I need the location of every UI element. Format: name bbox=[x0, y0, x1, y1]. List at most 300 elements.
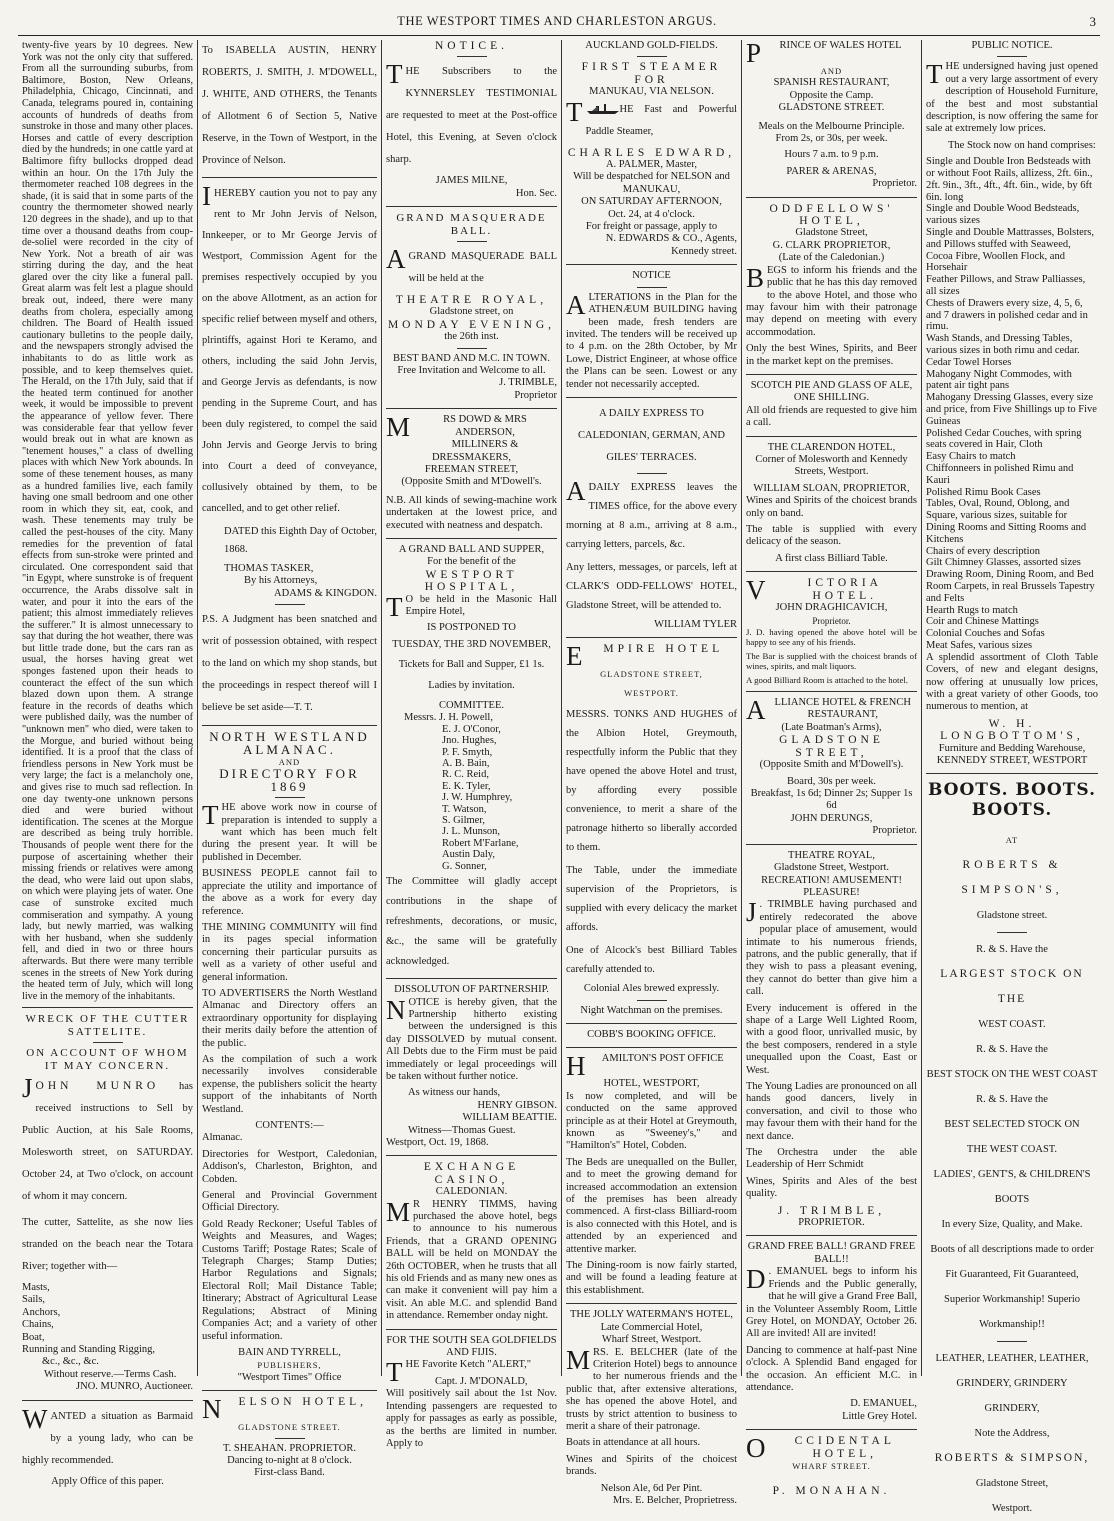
theatre-name: J. TRIMBLE, bbox=[777, 1204, 886, 1217]
list-item: R. C. Reid, bbox=[442, 769, 489, 781]
express-name: WILLIAM TYLER bbox=[654, 618, 737, 630]
scotch-title: SCOTCH PIE AND GLASS OF ALE, ONE SHILLING. bbox=[750, 379, 913, 404]
theatre-p2: Every inducement is offered in the shape of a Large Well Lighted Room, with a good floor, unrivalled music, by the best composers, rendered in a style unequalled upon the Coast, East or West. bbox=[746, 1002, 917, 1076]
caution-text: HEREBY caution you not to pay any rent to Mr John Jervis of Nelson, Innkeeper, or to Mr George Jervis of Westport, Commission Agent for the premises respectively occupied by you on the above Allotment, as an action for specific relief between myself and others, plrintiffs, against Hori te Keramo, and others, including the said John Jervis, and George Jervis as defendants, is now pending in the Supreme Court, and has been duly registered, to compel the said John Jervis and George Jervis to bring into Court a deed of conveyance, collusively obtained by them, to be cancelled, and to get other relief. bbox=[202, 188, 377, 514]
jolly-p3: Wines and Spirits of the choicest brands. bbox=[566, 1453, 737, 1478]
column-5 bbox=[742, 38, 922, 1497]
drop-cap: A bbox=[746, 695, 766, 726]
freeball-title: GRAND FREE BALL! GRAND FREE BALL!! bbox=[747, 1241, 916, 1265]
boots-line: BEST SELECTED STOCK ON bbox=[944, 1119, 1080, 1131]
barmaid-apply: Apply Office of this paper. bbox=[51, 1475, 164, 1487]
hamilton-p3: The Dining-room is now fairly started, and will be found a leading feature at this establishment. bbox=[566, 1260, 737, 1296]
list-item: Sails, bbox=[22, 1294, 46, 1306]
drop-cap: I bbox=[202, 181, 211, 211]
drop-cap: E bbox=[566, 641, 587, 672]
almanac-c4: Gold Ready Reckoner; Useful Tables of Weights and Measures, and Wages; Customs Tariff; Postage Rates; Scale of Telegraph Charges; Stamp Duties; Harbor Regulations and Signals; Electoral Roll; Mail Distance Table; Itinerary; Abstract of Agricultural Lease Regulations; Abstract of Mining Companies Act; and a variety of other useful information. bbox=[202, 1218, 377, 1342]
hamilton-p2: The Beds are unequalled on the Buller, and to meet the growing demand for increased accommodation an extension of the premises has been already commenced. A first-class Billiard-room is also connected with this Hotel, and is attended by an experienced and attentive marker. bbox=[566, 1156, 737, 1255]
jolly-street: Wharf Street, Westport. bbox=[601, 1334, 702, 1346]
empire-p4: Colonial Ales brewed expressly. bbox=[583, 983, 720, 995]
list-item: T. Watson, bbox=[442, 803, 487, 815]
list-item: Feather Pillows, and Straw Palliasses, all sizes bbox=[926, 274, 1086, 298]
auckland-text: HE Fast and Powerful Paddle Steamer, bbox=[585, 103, 737, 137]
express-p2: Any letters, messages, or parcels, left at CLARK'S ODD-FELLOWS' HOTEL, Gladstone Street, will be attended to. bbox=[566, 561, 737, 611]
drop-cap: T bbox=[926, 59, 943, 90]
list-item: Anchors, bbox=[22, 1306, 61, 1318]
wreck-body-2: The cutter, Sattelite, as she now lies stranded on the beach near the Totara River; together with— bbox=[22, 1216, 193, 1272]
kynnersley-notice bbox=[386, 40, 557, 200]
drop-cap: M bbox=[386, 412, 411, 443]
barmaid-ad bbox=[22, 1403, 193, 1488]
header-rule bbox=[18, 35, 1100, 36]
empire-town: WESTPORT. bbox=[624, 687, 679, 698]
nelson-dancing: Dancing to-night at 8 o'clock. bbox=[227, 1454, 352, 1466]
empire-street: GLADSTONE STREET, bbox=[600, 669, 703, 680]
divider bbox=[997, 932, 1027, 933]
boots-at: AT bbox=[1005, 835, 1019, 846]
theatre-text: . TRIMBLE having purchased and entirely redecorated the above popular place of amusement, would intimate to his numerous friends, patrons, and the public generally, that if they wish to pass a pleasant evening, they cannot do better than give him a call. bbox=[746, 899, 917, 998]
public-street: KENNEDY STREET, WESTPORT bbox=[936, 754, 1088, 766]
drop-cap: P bbox=[746, 38, 762, 68]
almanac-publishers-label: PUBLISHERS, bbox=[257, 1360, 322, 1371]
boots-line: BEST STOCK ON THE WEST COAST bbox=[926, 1069, 1098, 1081]
almanac-p2: BUSINESS PEOPLE cannot fail to appreciate the utility and importance of the above as a work for every day reference. bbox=[202, 868, 377, 917]
alliance-meals: Breakfast, 1s 6d; Dinner 2s; Supper 1s 6d bbox=[750, 788, 913, 812]
committee-list bbox=[386, 712, 557, 872]
prince-role: Proprietor. bbox=[872, 178, 917, 190]
list-item: Wash Stands, and Dressing Tables, various sizes in both rimu and cedar. bbox=[926, 333, 1080, 356]
prince-street: GLADSTONE STREET. bbox=[778, 102, 885, 114]
divider bbox=[386, 1155, 557, 1156]
hamilton-p1: Is now completed, and will be conducted on the same approved principle as at their Hotel at Greymouth, known as "Sweeney's," and "Hamilton's" Hotel, Cobden. bbox=[566, 1090, 737, 1152]
almanac-p1: HE above work now in course of preparation is intended to supply a want which has been much felt during the present year. It will be published in December. bbox=[202, 802, 377, 863]
boots-line: Superior Workmanship! Superio bbox=[943, 1294, 1081, 1306]
clarendon-p1: Wines and Spirits of the choicest brands only on band. bbox=[746, 495, 917, 519]
list-item: Coir and Chinese Mattings bbox=[926, 616, 1039, 628]
southsea-text: HE Favorite Ketch "ALERT," bbox=[405, 1359, 532, 1371]
occidental-name: P. MONAHAN. bbox=[772, 1484, 891, 1497]
almanac-c1: Almanac. bbox=[202, 1132, 243, 1144]
boots-street-2: Gladstone Street, bbox=[975, 1478, 1049, 1490]
list-item: &c., &c., &c. bbox=[42, 1356, 99, 1368]
caution-name: THOMAS TASKER, bbox=[224, 563, 314, 574]
auckland-manukau: MANUKAU, bbox=[622, 183, 681, 195]
drop-cap: A bbox=[566, 475, 586, 506]
boots-firm: ROBERTS & SIMPSON'S, bbox=[961, 859, 1063, 897]
oddfellows-clark: G. CLARK PROPRIETOR, bbox=[772, 239, 891, 251]
list-item: Meat Safes, various sizes bbox=[926, 639, 1033, 651]
boots-line: Boots of all descriptions made to order bbox=[930, 1244, 1094, 1256]
theatre-p4: The Orchestra under the able Leadership of Herr Schmidt bbox=[746, 1147, 917, 1171]
boots-line: In every Size, Quality, and Make. bbox=[941, 1219, 1083, 1231]
divider bbox=[997, 1341, 1027, 1342]
boots-line: LADIES', GENT'S, & CHILDREN'S bbox=[933, 1169, 1091, 1181]
jolly-sign: Mrs. E. Belcher, Proprietress. bbox=[612, 1494, 737, 1506]
drop-cap: A bbox=[566, 289, 586, 320]
ball-invite: Free Invitation and Welcome to all. bbox=[397, 365, 546, 377]
drop-cap: V bbox=[746, 575, 770, 606]
hospital-committee: COMMITTEE. bbox=[438, 700, 505, 711]
almanac-p5: As the compilation of such a work necessarily involves considerable expense, the publishers solicit the hearty support of the inhabitants of North Westland. bbox=[202, 1053, 377, 1115]
notice2-text: LTERATIONS in the Plan for the ATHENÆUM BUILDING having been made, fresh tenders are invited. The tenders will be received up to 4 p.m. on the 28th October, by Mr Lowe, District Engineer, at whose office the Plans can be seen. Lowest or any tender not necessarily accepted. bbox=[566, 291, 737, 390]
list-item: Colonial Couches and Sofas bbox=[926, 628, 1045, 640]
list-item: E. K. Tyler, bbox=[442, 780, 491, 792]
auckland-freight: For freight or passage, apply to bbox=[585, 221, 718, 233]
divider bbox=[746, 374, 917, 375]
empire-p5: Night Watchman on the premises. bbox=[580, 1004, 723, 1016]
ball-title: GRAND MASQUERADE BALL. bbox=[396, 212, 547, 237]
drop-cap: T bbox=[566, 96, 583, 127]
theatre-p5: Wines, Spirits and Ales of the best quality. bbox=[746, 1175, 917, 1200]
column-4 bbox=[562, 40, 742, 1506]
dissolution-witness: As witness our hands, bbox=[408, 1087, 501, 1099]
auctioneer-name: OHN MUNRO bbox=[35, 1079, 160, 1092]
auckland-street: Kennedy street. bbox=[671, 245, 737, 257]
drop-cap: W bbox=[22, 1403, 48, 1434]
auckland-master: A. PALMER, Master, bbox=[605, 159, 698, 171]
theatre-royal-ad bbox=[746, 850, 917, 1230]
list-item: Chiffonneers in polished Rimu and Kauri bbox=[926, 462, 1074, 486]
freeball-name: D. EMANUEL, bbox=[850, 1398, 917, 1410]
list-item: E. J. O'Conor, bbox=[442, 723, 501, 735]
divider bbox=[566, 397, 737, 398]
southsea-body: Will positively sail about the 1st Nov. Intending passengers are requested to apply for passages as early as possible, as the berths are limited in number. Apply to bbox=[386, 1388, 557, 1449]
column-6 bbox=[922, 40, 1102, 1515]
boots-title: BOOTS. BOOTS. BOOTS. bbox=[927, 780, 1096, 821]
dowd-sub: MILLINERS & DRESSMAKERS, bbox=[431, 439, 519, 463]
list-item: Austin Daly, bbox=[442, 849, 495, 861]
drop-cap: B bbox=[746, 262, 765, 293]
clarendon-p3: A first class Billiard Table. bbox=[775, 552, 888, 564]
almanac-contents: CONTENTS:— bbox=[255, 1120, 324, 1131]
list-item: J. L. Munson, bbox=[442, 826, 501, 838]
boots-line: GRINDERY, bbox=[984, 1403, 1040, 1415]
occidental-ad bbox=[746, 1435, 917, 1497]
news-story: twenty-five years by 10 degrees. New York was not the only city that suffered. From all the surrounding suburbs, from Baltimore, Boston, New Orleans, Philadelphia, Chicago, Cincinnati, and Canada, telegrams poured in, containing accounts of hundreds of deaths from sunstroke in those and many other places. Horses and cattle of every description died by the hundreds; in one cattle yard at Baltimore fifty bullocks dropped dead within an hour. On the 17th July the thermometer reached 108 degrees in the shade, (it is said that in some parts of the country the thermometer showed nearly 120 degrees in the shade), and up to that time over a thousand deaths from coup-de-soliel were recorded in the city of New York. Not a breath of air was stirring during the day, and the heat glared over the city like a funeral pall. Great alarm was felt lest a plague should break out, indeed, there were many deaths from cholera, especially among children. The Board of Health issued cautionary bulletins to the people daily, and the newspapers strongly advised the inhabitants to do as little work as possible, and to keep themselves quiet. The Herald, on the 17th July, said that if the heated term continued for another week, it would be impossible to prevent the appearance of yellow fever. There was considerable fear that yellow fever would break out in what are known as "tenement houses," a class of dwelling places with which New York abounds. In some of these tenement houses, as many as a hundred families live, each family having one small bedroom and one other room in which they sit, eat, cook, and wash. These tenements may truly be called the pest-houses of the city. Many remedies for the prevention of fatal effects from sun-stroke were printed and circulated. One correspondent said that "in Egypt, where sunstroke is of frequent occurrence, the Arabs dissolve salt in water, and pour it into the ears of the patient; this almost immediately relieves the sufferer." It is almost unnecessary to say that during the hot weather, there was but little trade done, but the cars ran as usual, the horses having great wet sponges fastened upon their heads to counteract the effect of the sun which blazed down upon them. A strange feature in the records of deaths which were published daily, was the number of "unknown men" who died, were taken to the Morgue, and buried without being identified. It is a proof that the class of friendless persons in New York must be very large; the fact is a melancholy one, and gives rise to much sad reflection. In one day twenty-one unknown persons died and were buried without identification. The scenes at the Morgue are described as being truly horrible. Thousands of people went there for the purpose of ascertaining whether their missing friends or relatives were among the dead, who were laid out upon slabs, on which were playing jets of water. One case of sunstroke excited much commiseration and sympathy. A young lady, but newly married, was walking with her husband, when she suddenly fell, and died in two or three hours afterwards. But there were many terrible scenes in the streets of New York during the heated term of July, which will long live in the memory of the inhabitants. bbox=[22, 40, 193, 1002]
divider bbox=[746, 844, 917, 845]
boots-ad bbox=[926, 780, 1098, 1521]
scotch-text: All old friends are requested to give him a call. bbox=[746, 404, 917, 429]
ball-date: the 26th inst. bbox=[444, 331, 499, 343]
dissolution-n1: HENRY GIBSON. bbox=[477, 1099, 557, 1111]
public-p2: A splendid assortment of Cloth Table Covers, of new and elegant designs, now offering at unusually low prices, with a great variety of other Goods, too numerous to mention, at bbox=[926, 651, 1098, 713]
drop-cap: N bbox=[202, 1394, 226, 1425]
drop-cap: J bbox=[746, 897, 757, 928]
list-item: Polished Cedar Couches, with spring seats covered in Hair, Cloth bbox=[926, 427, 1082, 451]
divider bbox=[386, 408, 557, 409]
drop-cap: J bbox=[22, 1072, 33, 1103]
oddfellows-p2: Only the best Wines, Spirits, and Beer in the market kept on the premises. bbox=[746, 343, 917, 367]
list-item: S. Gilmer, bbox=[442, 815, 486, 827]
divider bbox=[22, 1007, 193, 1008]
list-item: Masts, bbox=[22, 1281, 50, 1293]
list-item: Boat, bbox=[22, 1331, 45, 1343]
auckland-agents: N. EDWARDS & CO., Agents, bbox=[605, 233, 737, 245]
caution-ps: P.S. A Judgment has been snatched and writ of possession obtained, with respect to the land on which my shop stands, but the proceedings in respect thereof will I believe be set aside—T. T. bbox=[202, 614, 377, 714]
nelson-band: First-class Band. bbox=[254, 1467, 325, 1479]
prince-opp: Opposite the Camp. bbox=[789, 89, 874, 101]
drop-cap: N bbox=[386, 994, 406, 1025]
clarendon-prop: WILLIAM SLOAN, PROPRIETOR, bbox=[753, 482, 910, 494]
wreck-terms: Without reserve.—Terms Cash. bbox=[44, 1368, 177, 1380]
hospital-date: TUESDAY, THE 3RD NOVEMBER, bbox=[392, 638, 551, 650]
drop-cap: H bbox=[566, 1051, 586, 1082]
almanac-publisher: BAIN AND TYRRELL, bbox=[238, 1346, 341, 1358]
divider bbox=[566, 1047, 737, 1048]
free-ball-ad bbox=[746, 1241, 917, 1423]
divider bbox=[202, 177, 377, 178]
list-item: Robert M'Farlane, bbox=[442, 837, 519, 849]
list-item: Tables, Oval, Round, Oblong, and Square, various sizes, suitable for Dining Rooms and Sitting Rooms and Kitchens bbox=[926, 498, 1087, 545]
dissolution-w: Witness—Thomas Guest. bbox=[408, 1124, 516, 1136]
boots-note: Note the Address, bbox=[974, 1428, 1050, 1440]
divider bbox=[566, 1023, 737, 1024]
wreck-sign: JNO. MUNRO, Auctioneer. bbox=[76, 1381, 193, 1393]
victoria-name: JOHN DRAGHICAVICH, bbox=[775, 602, 888, 614]
list-item: Chairs of every description bbox=[926, 545, 1041, 557]
occidental-street: WHARF STREET. bbox=[792, 1461, 871, 1472]
drop-cap: T bbox=[386, 591, 403, 622]
list-item: Easy Chairs to match bbox=[926, 451, 1016, 463]
auckland-title: AUCKLAND GOLD-FIELDS. bbox=[585, 40, 718, 51]
alliance-street: GLADSTONE STREET, bbox=[779, 734, 884, 759]
clarendon-ad bbox=[746, 442, 917, 566]
victoria-ad bbox=[746, 577, 917, 685]
divider bbox=[637, 56, 667, 57]
hospital-text: O be held in the Masonic Hall Empire Hotel, bbox=[405, 593, 557, 617]
furniture-list bbox=[926, 156, 1098, 651]
list-item: Mahogany Dressing Glasses, every size and price, from Five Shillings up to Five Guineas bbox=[926, 392, 1097, 427]
divider bbox=[997, 56, 1027, 57]
public-sign: W. H. LONGBOTTOM'S, bbox=[940, 717, 1084, 743]
ball-band: BEST BAND AND M.C. IN TOWN. bbox=[393, 352, 550, 364]
caution-notice bbox=[202, 183, 377, 719]
express-ad bbox=[566, 403, 737, 631]
wreck-body: has received instructions to Sell by Public Auction, at his Sale Rooms, Molesworth street, on SATURDAY. October 24, at Two o'clock, on account of whom it may concern. bbox=[22, 1080, 193, 1202]
notice-role: Hon. Sec. bbox=[515, 187, 557, 199]
clarendon-text: Corner of Molesworth and Kennedy Streets, Westport. bbox=[755, 453, 908, 478]
dowd-title: RS DOWD & MRS ANDERSON, bbox=[443, 414, 527, 438]
drop-cap: M bbox=[566, 1344, 591, 1375]
cobb-title: COBB'S BOOKING OFFICE. bbox=[587, 1028, 716, 1040]
notice-text: HE Subscribers to the KYNNERSLEY TESTIMONIAL are requested to meet at the Post-office Hotel, this Evening, at Seven o'clock sharp. bbox=[386, 66, 557, 166]
freeball-p2: Dancing to commence at half-past Nine o'clock. A Splendid Band engaged for the occasion. An efficient M.C. in attendance. bbox=[746, 1344, 917, 1393]
dissolution-notice bbox=[386, 984, 557, 1149]
public-text: HE undersigned having just opened out a very large assortment of every description of Household Furniture, of the best and most substantial description, is now offering the same for sale at extremely low prices. bbox=[926, 61, 1098, 135]
divider bbox=[457, 241, 487, 242]
divider bbox=[746, 197, 917, 198]
alliance-title: LLIANCE HOTEL & FRENCH bbox=[774, 697, 911, 709]
hospital-name: WESTPORT HOSPITAL, bbox=[424, 568, 519, 594]
victoria-p3: A good Billiard Room is attached to the hotel. bbox=[746, 675, 908, 686]
steamer-icon bbox=[586, 103, 620, 115]
drop-cap: T bbox=[202, 800, 219, 831]
victoria-p2: The Bar is supplied with the choicest brands of wines, spirits, and malt liquors. bbox=[746, 651, 917, 672]
boots-line: Fit Guaranteed, Fit Guaranteed, bbox=[945, 1269, 1079, 1281]
divider bbox=[386, 206, 557, 207]
masthead-title: THE WESTPORT TIMES AND CHARLESTON ARGUS. bbox=[397, 14, 717, 28]
list-item: Hearth Rugs to match bbox=[926, 604, 1018, 616]
theatre-role: PROPRIETOR. bbox=[798, 1217, 865, 1229]
divider bbox=[746, 691, 917, 692]
jolly-p2: Boats in attendance at all hours. bbox=[566, 1437, 701, 1449]
auckland-body: Will be despatched for NELSON and bbox=[573, 171, 730, 183]
alliance-late: (Late Boatman's Arms), bbox=[781, 722, 882, 734]
column-2 bbox=[198, 40, 382, 1479]
alliance-prop: JOHN DERUNGS, bbox=[790, 812, 873, 824]
dissolution-title: DISSOLUTON OF PARTNERSHIP. bbox=[394, 984, 549, 996]
boots-line: GRINDERY, GRINDERY bbox=[956, 1378, 1068, 1390]
prince-hours: Hours 7 a.m. to 9 p.m. bbox=[784, 149, 879, 161]
oddfellows-text: EGS to inform his friends and the public that he has this day removed to the above Hotel, and those who may favour him with their patronage may depend on meeting with every accommodation. bbox=[746, 264, 917, 338]
southsea-captain: Capt. J. M'DONALD, bbox=[434, 1375, 528, 1387]
empire-hotel-ad bbox=[566, 643, 737, 1017]
almanac-p3: THE MINING COMMUNITY will find in its pages special information concerning their particular pursuits as well as a variety of other useful and general information. bbox=[202, 921, 377, 983]
victoria-role: Proprietor. bbox=[812, 615, 851, 626]
boots-line: LARGEST STOCK ON THE bbox=[940, 968, 1084, 1006]
almanac-p4: TO ADVERTISERS the North Westland Almanac and Directory offers an extraordinary opportunity for displaying their merits daily before the attention of the public. bbox=[202, 987, 377, 1049]
dissolution-n2: WILLIAM BEATTIE. bbox=[462, 1112, 557, 1124]
alliance-role: Proprietor. bbox=[872, 825, 917, 837]
nelson-hotel-ad bbox=[202, 1396, 377, 1480]
divider bbox=[637, 473, 667, 474]
barmaid-text: ANTED a situation as Barmaid by a young lady, who can be highly recommended. bbox=[22, 1410, 193, 1466]
divider bbox=[566, 637, 737, 638]
divider bbox=[275, 1438, 305, 1439]
divider bbox=[386, 978, 557, 979]
express-title: A DAILY EXPRESS TO CALEDONIAN, GERMAN, AND GILES' TERRACES. bbox=[578, 407, 725, 463]
almanac-title-2: ALMANAC. bbox=[243, 741, 336, 757]
divider bbox=[566, 1303, 737, 1304]
hospital-postponed: IS POSTPONED TO bbox=[427, 622, 516, 634]
hospital-accept: The Committee will gladly accept contributions in the shape of refreshments, decorations, or music, &c., the same will be gratefully acknowledged. bbox=[386, 876, 557, 968]
boots-street: Gladstone street. bbox=[976, 910, 1048, 922]
drop-cap: M bbox=[386, 1196, 411, 1227]
divider bbox=[202, 725, 377, 726]
public-title: PUBLIC NOTICE. bbox=[971, 40, 1053, 51]
prince-meals: Meals on the Melbourne Principle. From 2s, or 30s, per week. bbox=[758, 120, 905, 145]
divider bbox=[746, 1235, 917, 1236]
boots-line: WEST COAST. bbox=[978, 1019, 1046, 1031]
theatre-street: Gladstone Street, Westport. bbox=[773, 862, 890, 874]
divider bbox=[275, 797, 305, 798]
divider bbox=[93, 1042, 123, 1043]
list-item: Polished Rimu Book Cases bbox=[926, 486, 1041, 498]
jolly-title: THE JOLLY WATERMAN'S HOTEL, bbox=[570, 1309, 733, 1321]
public-stock: The Stock now on hand comprises: bbox=[948, 139, 1096, 151]
auckland-sat: ON SATURDAY AFTERNOON, bbox=[581, 196, 722, 208]
list-item: Cedar Towel Horses bbox=[926, 356, 1012, 368]
prince-prop: PARER & ARENAS, bbox=[786, 165, 877, 177]
list-item: Chains, bbox=[22, 1319, 54, 1331]
notice-title: NOTICE. bbox=[434, 40, 509, 52]
prince-of-wales-ad bbox=[746, 40, 917, 191]
divider bbox=[202, 1390, 377, 1391]
alliance-ad bbox=[746, 697, 917, 838]
scotch-pie-ad bbox=[746, 380, 917, 430]
drop-cap: T bbox=[386, 59, 403, 90]
boots-town: Westport. bbox=[991, 1503, 1033, 1515]
dissolution-text: OTICE is hereby given, that the Partnership hitherto existing between the undersigned is this day DISSOLVED by mutual consent. All Debts due to the Firm must be paid immediately or legal proceedings will be taken without further notice. bbox=[386, 996, 557, 1082]
hospital-title: A GRAND BALL AND SUPPER, bbox=[398, 543, 545, 555]
list-item: Chests of Drawers every size, 4, 5, 6, and 7 drawers in polished cedar and in rimu. bbox=[926, 297, 1088, 333]
column-1 bbox=[18, 40, 198, 1487]
divider bbox=[926, 773, 1098, 774]
drop-cap: O bbox=[746, 1433, 770, 1464]
notice-name: JAMES MILNE, bbox=[435, 175, 508, 187]
divider bbox=[457, 56, 487, 57]
wreck-title: WRECK OF THE CUTTER SATTELITE. bbox=[25, 1013, 190, 1038]
almanac-c3: General and Provincial Government Official Directory. bbox=[202, 1190, 377, 1214]
clarendon-title: THE CLARENDON HOTEL, bbox=[767, 441, 896, 453]
jolly-waterman-ad bbox=[566, 1309, 737, 1507]
tenants-address: To ISABELLA AUSTIN, HENRY ROBERTS, J. SMITH, J. M'DOWELL, J. WHITE, AND OTHERS, the Tenants of Allotment 6 of Section 5, Native Reserve, in the Town of Westport, in the Province of Nelson. bbox=[202, 45, 377, 166]
ball-street: Gladstone street, on bbox=[429, 306, 514, 318]
athenaeum-notice bbox=[566, 270, 737, 391]
empire-p2: The Table, under the immediate supervision of the Proprietors, is supplied with every delicacy the market affords. bbox=[566, 865, 737, 934]
alliance-sub: RESTAURANT, bbox=[807, 709, 878, 721]
auckland-ad bbox=[566, 40, 737, 258]
list-item: Messrs. J. H. Powell, bbox=[404, 712, 493, 724]
occidental-title: CCIDENTAL HOTEL, bbox=[794, 1435, 895, 1460]
victoria-p1: J. D. having opened the above hotel will be happy to see any of his friends. bbox=[746, 627, 917, 648]
jolly-text: RS. E. BELCHER (late of the Criterion Hotel) begs to announce to her numerous friends and the public that, after extensive alterations, she has opened the above Hotel, and trusts by strict attention to business to merit a share of their patronage. bbox=[566, 1346, 737, 1432]
oddfellows-late: (Late of the Caledonian.) bbox=[778, 252, 885, 264]
list-item: Gilt Chimney Glasses, assorted sizes bbox=[926, 557, 1081, 569]
boots-line: THE WEST COAST. bbox=[966, 1144, 1058, 1156]
south-sea-ad bbox=[386, 1335, 557, 1451]
drop-cap: T bbox=[386, 1357, 403, 1388]
boots-line: LEATHER, LEATHER, LEATHER, bbox=[935, 1353, 1089, 1365]
dowd-nb: N.B. All kinds of sewing-machine work undertaken at the lowest price, and executed with neatness and despatch. bbox=[386, 494, 557, 531]
ball-text: GRAND MASQUERADE BALL will be held at the bbox=[408, 251, 557, 285]
nelson-title: ELSON HOTEL, bbox=[238, 1396, 367, 1409]
drop-cap: D bbox=[746, 1264, 766, 1295]
exchange-sub: CALEDONIAN. bbox=[435, 1186, 508, 1198]
auckland-first: FIRST STEAMER FOR bbox=[581, 61, 722, 86]
ball-role: Proprietor bbox=[514, 389, 557, 401]
caution-attorneys: ADAMS & KINGDON. bbox=[274, 587, 377, 599]
almanac-office: "Westport Times" Office bbox=[237, 1371, 342, 1383]
dissolution-date: Westport, Oct. 19, 1868. bbox=[386, 1136, 489, 1148]
prince-sub: SPANISH RESTAURANT, bbox=[773, 77, 890, 89]
auckland-date: Oct. 24, at 4 o'clock. bbox=[608, 208, 695, 220]
dowd-ad bbox=[386, 414, 557, 532]
divider bbox=[566, 264, 737, 265]
empire-p3: One of Alcock's best Billiard Tables carefully attended to. bbox=[566, 945, 737, 976]
list-item: J. W. Humphrey, bbox=[442, 792, 513, 804]
hospital-tickets: Tickets for Ball and Supper, £1 1s. bbox=[398, 659, 545, 671]
list-item: Mahogany Night Commodes, with patent air tight pans bbox=[926, 368, 1072, 392]
list-item: Running and Standing Rigging, bbox=[22, 1343, 156, 1355]
divider bbox=[22, 1400, 193, 1401]
divider bbox=[637, 287, 667, 288]
list-item: Single and Double Iron Bedsteads with or without Foot Rails, allizess, 2ft. 6in., 2ft. 9in., 3ft., 4ft., 4ft. 6in., wide, by 6ft 6in. long bbox=[926, 156, 1093, 203]
hamilton-ad bbox=[566, 1053, 737, 1297]
list-item: Jno. Hughes, bbox=[442, 735, 497, 747]
almanac-ad bbox=[202, 731, 377, 1384]
jolly-late: Late Commercial Hotel, bbox=[600, 1321, 703, 1333]
theatre-rec: RECREATION! AMUSEMENT! PLEASURE! bbox=[761, 874, 902, 898]
public-notice-ad bbox=[926, 40, 1098, 767]
almanac-and: AND bbox=[278, 757, 301, 768]
boots-firm-2: ROBERTS & SIMPSON, bbox=[934, 1452, 1090, 1465]
hamilton-sub: HOTEL, WESTPORT, bbox=[603, 1078, 700, 1090]
boots-line: Workmanship!! bbox=[979, 1319, 1045, 1331]
divider bbox=[275, 604, 305, 605]
nelson-street: GLADSTONE STREET. bbox=[238, 1422, 341, 1433]
wreck-items bbox=[22, 1282, 193, 1369]
divider bbox=[457, 348, 487, 349]
